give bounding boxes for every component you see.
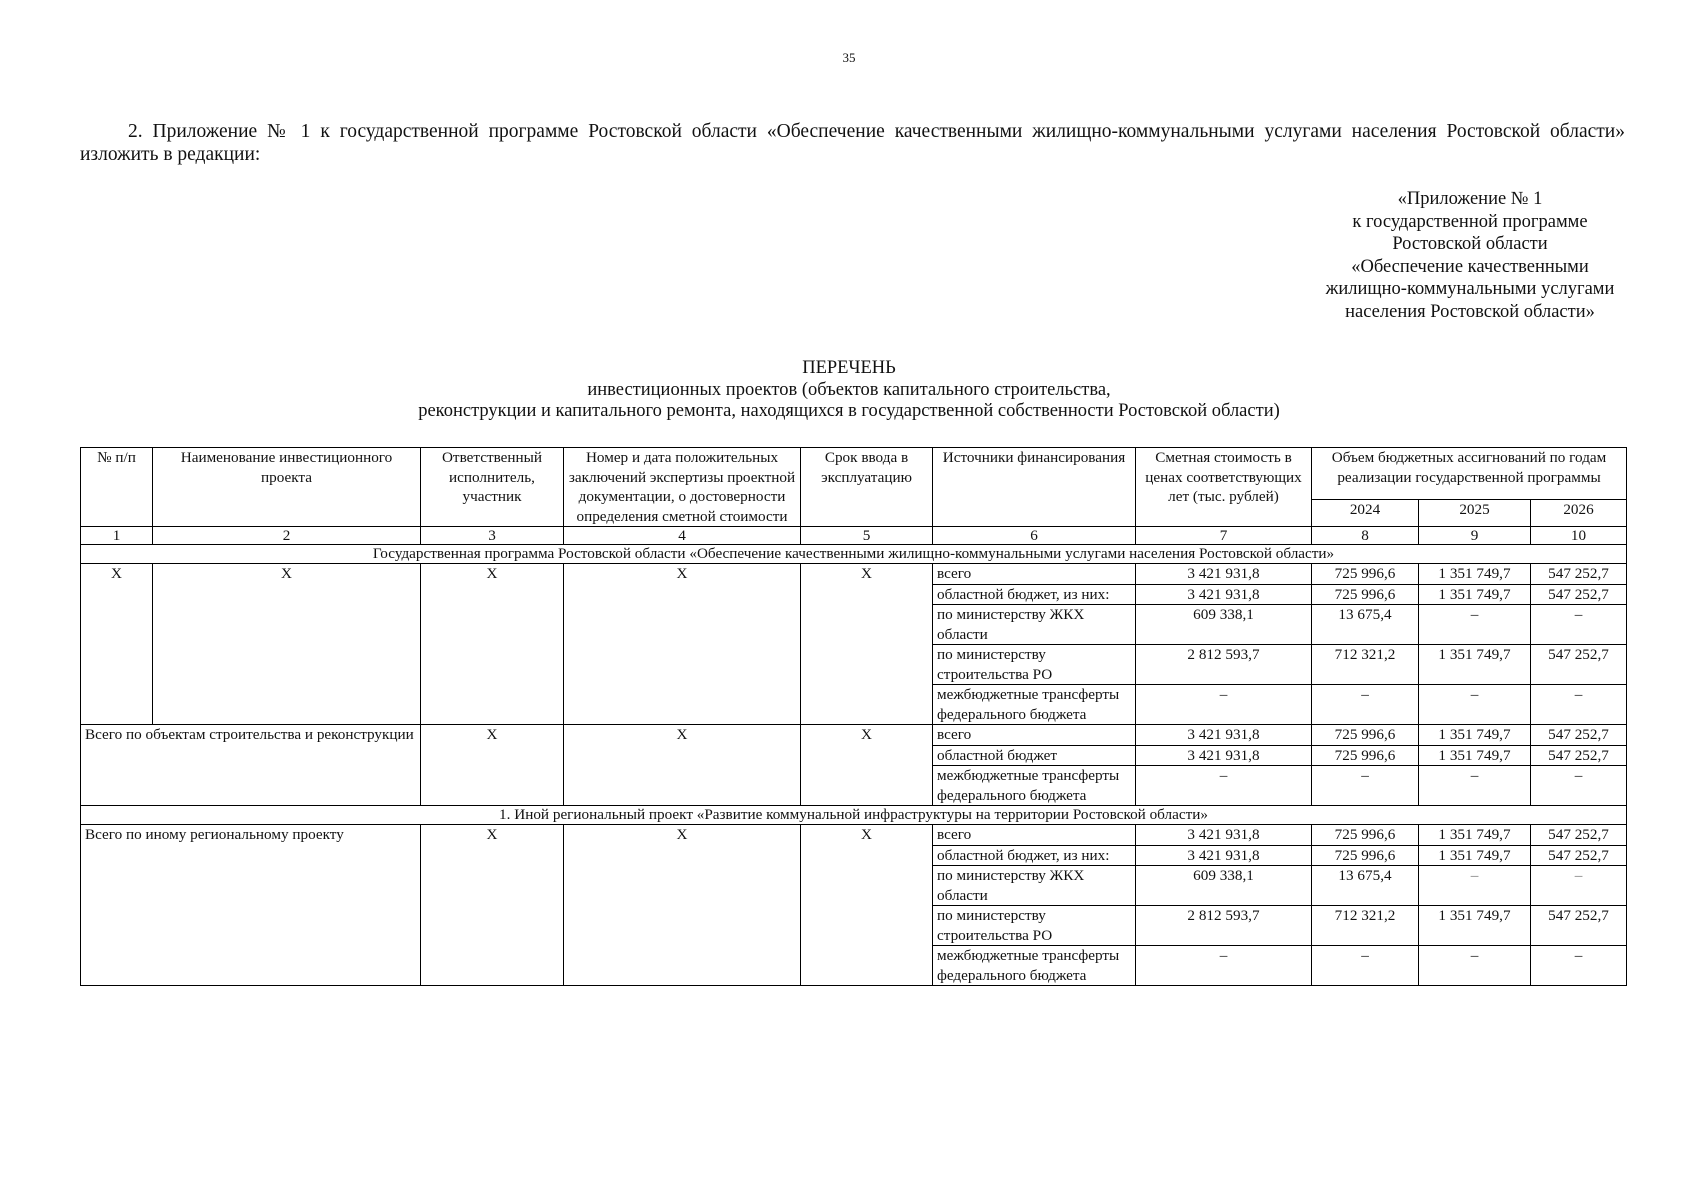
header-year-2024: 2024 <box>1312 500 1419 527</box>
estimated-cost: 3 421 931,8 <box>1136 584 1312 605</box>
estimated-cost: 3 421 931,8 <box>1136 725 1312 746</box>
estimated-cost: – <box>1136 766 1312 806</box>
value-2025: – <box>1419 946 1531 986</box>
value-2024: 725 996,6 <box>1312 745 1419 766</box>
estimated-cost: – <box>1136 685 1312 725</box>
estimated-cost: 3 421 931,8 <box>1136 745 1312 766</box>
funding-source: областной бюджет <box>933 745 1136 766</box>
value-2026: 547 252,7 <box>1531 745 1627 766</box>
value-2026: – <box>1531 766 1627 806</box>
project-title: 1. Иной региональный проект «Развитие коммунальной инфраструктуры на территории Ростовской области» <box>81 806 1627 825</box>
value-2025: 1 351 749,7 <box>1419 906 1531 946</box>
funding-source: по министерству ЖКХ области <box>933 605 1136 645</box>
value-2026: 547 252,7 <box>1531 645 1627 685</box>
header-budget-group: Объем бюджетных ассигнований по годам реализации государственной программы <box>1312 448 1627 500</box>
value-2025: 1 351 749,7 <box>1419 645 1531 685</box>
value-2026: 547 252,7 <box>1531 906 1627 946</box>
value-2026: 547 252,7 <box>1531 584 1627 605</box>
funding-source: областной бюджет, из них: <box>933 845 1136 866</box>
investment-projects-table <box>80 447 1627 986</box>
x-mark: Х <box>564 564 801 725</box>
table-row <box>81 725 1627 746</box>
value-2025: – <box>1419 766 1531 806</box>
program-title: Государственная программа Ростовской области «Обеспечение качественными жилищно-коммунальными услугами населения Ростовской области» <box>81 545 1627 564</box>
appendix-line: «Обеспечение качественными <box>1351 256 1589 277</box>
value-2026: – <box>1531 605 1627 645</box>
heading-line: реконструкции и капитального ремонта, находящихся в государственной собственности Ростовской области) <box>418 401 1280 421</box>
row-group-label: Всего по объектам строительства и реконструкции <box>81 725 421 806</box>
estimated-cost: 3 421 931,8 <box>1136 564 1312 585</box>
heading-line: инвестиционных проектов (объектов капитального строительства, <box>587 379 1111 400</box>
value-2024: 725 996,6 <box>1312 725 1419 746</box>
x-mark: Х <box>801 825 933 986</box>
column-number: 1 <box>81 527 153 545</box>
value-2024: 13 675,4 <box>1312 605 1419 645</box>
value-2025: 1 351 749,7 <box>1419 845 1531 866</box>
value-2025: – <box>1419 605 1531 645</box>
value-2025: 1 351 749,7 <box>1419 725 1531 746</box>
column-number: 10 <box>1531 527 1627 545</box>
value-2025: 1 351 749,7 <box>1419 584 1531 605</box>
column-number: 4 <box>564 527 801 545</box>
header-funding-sources: Источники финансирования <box>933 448 1136 527</box>
table-row <box>81 825 1627 846</box>
appendix-line: жилищно-коммунальными услугами <box>1325 279 1615 299</box>
value-2026: 547 252,7 <box>1531 845 1627 866</box>
funding-source: межбюджетные трансферты федерального бюджета <box>933 946 1136 986</box>
estimated-cost: 3 421 931,8 <box>1136 825 1312 846</box>
column-number: 7 <box>1136 527 1312 545</box>
estimated-cost: 609 338,1 <box>1136 605 1312 645</box>
column-number: 9 <box>1419 527 1531 545</box>
value-2024: 725 996,6 <box>1312 564 1419 585</box>
value-2024: 13 675,4 <box>1312 866 1419 906</box>
value-2024: – <box>1312 685 1419 725</box>
column-number: 8 <box>1312 527 1419 545</box>
estimated-cost: 2 812 593,7 <box>1136 645 1312 685</box>
column-number: 5 <box>801 527 933 545</box>
program-title-row <box>81 545 1627 564</box>
funding-source: по министерству строительства РО <box>933 645 1136 685</box>
header-number: № п/п <box>81 448 153 527</box>
estimated-cost: 2 812 593,7 <box>1136 906 1312 946</box>
estimated-cost: 609 338,1 <box>1136 866 1312 906</box>
column-number: 2 <box>153 527 421 545</box>
x-mark: Х <box>564 825 801 986</box>
header-year-2026: 2026 <box>1531 500 1627 527</box>
x-mark: Х <box>801 725 933 806</box>
value-2024: 712 321,2 <box>1312 645 1419 685</box>
x-mark: Х <box>421 825 564 986</box>
appendix-line: населения Ростовской области» <box>1345 301 1595 322</box>
intro-text: 2. Приложение № 1 к государственной программе Ростовской области «Обеспечение качественными жилищно-коммунальными услугами населения Ростовской области» изложить в редакции: <box>80 121 1625 165</box>
value-2024: 725 996,6 <box>1312 825 1419 846</box>
funding-source: по министерству ЖКХ области <box>933 866 1136 906</box>
estimated-cost: 3 421 931,8 <box>1136 845 1312 866</box>
x-mark: Х <box>81 564 153 725</box>
page-number: 35 <box>842 50 856 65</box>
funding-source: межбюджетные трансферты федерального бюджета <box>933 766 1136 806</box>
value-2025: – <box>1419 866 1531 906</box>
heading-title: ПЕРЕЧЕНЬ <box>802 358 896 378</box>
x-mark: Х <box>564 725 801 806</box>
header-project-name: Наименование инвестиционного проекта <box>153 448 421 527</box>
header-executor: Ответственный исполнитель, участник <box>421 448 564 527</box>
value-2025: 1 351 749,7 <box>1419 564 1531 585</box>
value-2026: – <box>1531 866 1627 906</box>
x-mark: Х <box>153 564 421 725</box>
document-heading <box>0 358 1698 423</box>
appendix-line: к государственной программе <box>1352 211 1588 232</box>
header-estimated-cost: Сметная стоимость в ценах соответствующих лет (тыс. рублей) <box>1136 448 1312 527</box>
funding-source: по министерству строительства РО <box>933 906 1136 946</box>
x-mark: Х <box>421 564 564 725</box>
value-2026: – <box>1531 685 1627 725</box>
funding-source: всего <box>933 825 1136 846</box>
intro-paragraph <box>80 120 1625 166</box>
funding-source: межбюджетные трансферты федерального бюджета <box>933 685 1136 725</box>
value-2025: – <box>1419 685 1531 725</box>
value-2025: 1 351 749,7 <box>1419 825 1531 846</box>
value-2026: – <box>1531 946 1627 986</box>
value-2024: 725 996,6 <box>1312 845 1419 866</box>
value-2026: 547 252,7 <box>1531 825 1627 846</box>
estimated-cost: – <box>1136 946 1312 986</box>
x-mark: Х <box>421 725 564 806</box>
value-2024: – <box>1312 946 1419 986</box>
value-2024: 712 321,2 <box>1312 906 1419 946</box>
header-expertise: Номер и дата положительных заключений экспертизы проектной документации, о достоверности определения сметной стоимости <box>564 448 801 527</box>
value-2026: 547 252,7 <box>1531 564 1627 585</box>
funding-source: всего <box>933 725 1136 746</box>
x-mark: Х <box>801 564 933 725</box>
header-commissioning: Срок ввода в эксплуатацию <box>801 448 933 527</box>
appendix-line: «Приложение № 1 <box>1397 189 1543 209</box>
row-group-label: Всего по иному региональному проекту <box>81 825 421 986</box>
table-row <box>81 564 1627 585</box>
column-number: 6 <box>933 527 1136 545</box>
column-number: 3 <box>421 527 564 545</box>
funding-source: всего <box>933 564 1136 585</box>
header-year-2025: 2025 <box>1419 500 1531 527</box>
value-2024: – <box>1312 766 1419 806</box>
appendix-line: Ростовской области <box>1392 234 1548 254</box>
funding-source: областной бюджет, из них: <box>933 584 1136 605</box>
value-2025: 1 351 749,7 <box>1419 745 1531 766</box>
project-title-row <box>81 806 1627 825</box>
column-numbers-row <box>81 527 1627 545</box>
value-2024: 725 996,6 <box>1312 584 1419 605</box>
value-2026: 547 252,7 <box>1531 725 1627 746</box>
appendix-block <box>1300 188 1640 323</box>
